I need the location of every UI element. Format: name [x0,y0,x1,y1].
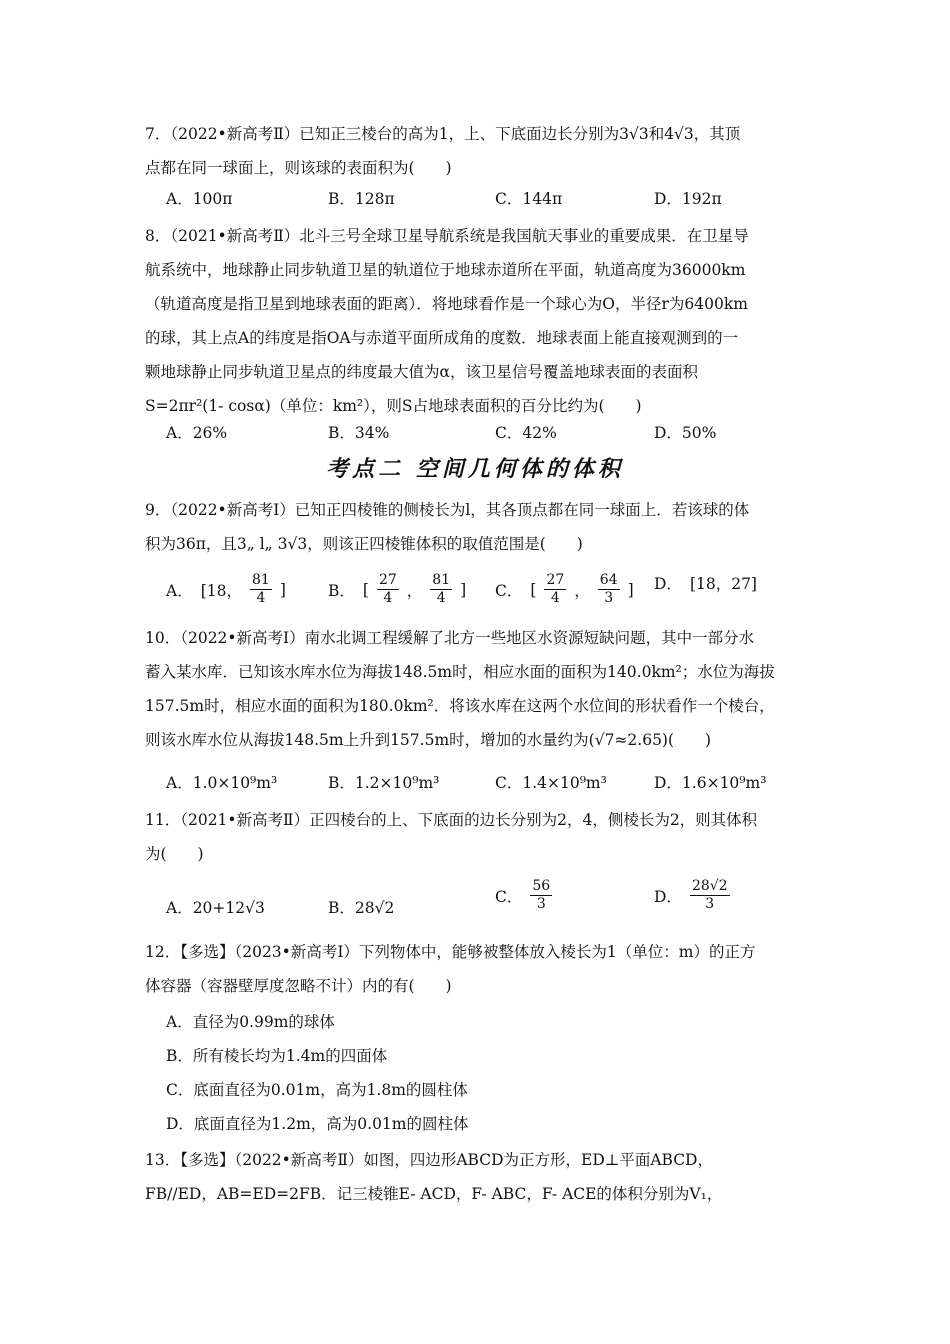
q8-line-1: 8．（2021•新高考Ⅱ）北斗三号全球卫星导航系统是我国航天事业的重要成果．在卫星导 [145,227,749,245]
q7-line-2: 点都在同一球面上，则该球的表面积为( ) [145,159,452,177]
q11-option-c [495,878,552,913]
q8-line-2: 航系统中，地球静止同步轨道卫星的轨道位于地球赤道所在平面，轨道高度为36000km [145,261,746,279]
fraction-denominator: 4 [550,590,560,606]
q9-option-a [166,572,286,607]
fraction-numerator: 81 [251,572,270,588]
q9-option-b-post: ] [460,580,467,599]
fraction-denominator: 3 [604,590,614,606]
fraction-numerator: 27 [546,572,565,588]
q11-option-c-label: C． [495,887,523,906]
q7-option-c: C．144π [495,190,563,208]
q12-line-2: 体容器（容器壁厚度忽略不计）内的有( ) [145,977,452,995]
q12-option-d: D．底面直径为1.2m，高为0.01m的圆柱体 [166,1115,469,1133]
q11-line-2: 为( ) [145,845,204,863]
q11-option-a: A．20+12√3 [166,899,265,917]
q9-option-b [328,572,466,607]
question-8 [145,219,810,423]
fraction-denominator: 4 [383,590,393,606]
q9-option-b-label: B． [328,581,355,600]
q12-line-1: 12．【多选】（2023•新高考Ⅰ）下列物体中，能够被整体放入棱长为1（单位：m）的正方 [145,943,756,961]
q8-option-a: A．26% [166,424,228,442]
q9-option-c-fraction-2 [598,572,620,607]
q8-option-d: D．50% [654,424,717,442]
q10-line-2: 蓄入某水库．已知该水库水位为海拔148.5m时，相应水面的面积为140.0km²；水位为海拔 [145,663,775,681]
q9-option-c-post: ] [627,580,634,599]
q7-line-1: 7．（2022•新高考Ⅱ）已知正三棱台的高为1，上、下底面边长分别为3√3和4√3，其顶 [145,125,741,143]
q8-option-b: B．34% [328,424,390,442]
q11-option-c-fraction [530,878,552,913]
section-title: 考点二 空间几何体的体积 [326,456,624,482]
q9-option-c-label: C． [495,581,523,600]
q10-options [166,771,806,805]
q9-option-a-pre: [18， [200,581,242,600]
q10-option-b: B．1.2×10⁹m³ [328,774,440,792]
q11-option-b: B．28√2 [328,899,395,917]
q7-options [166,187,806,221]
question-12 [145,935,810,1003]
q9-option-d-label: D． [654,575,682,593]
fraction-numerator: 27 [378,572,397,588]
fraction-numerator: 64 [599,572,618,588]
q9-option-a-post: ] [279,580,286,599]
fraction-denominator: 4 [436,590,446,606]
q10-option-d: D．1.6×10⁹m³ [654,774,767,792]
q9-options [166,572,806,616]
q9-option-a-label: A． [166,581,193,600]
q8-line-5: 颗地球静止同步轨道卫星点的纬度最大值为α，该卫星信号覆盖地球表面的表面积 [145,363,698,381]
q11-option-d-fraction [690,878,730,913]
fraction-denominator: 4 [256,590,266,606]
q9-line-2: 积为36π，且3„ l„ 3√3，则该正四棱锥体积的取值范围是( ) [145,535,583,553]
q9-option-b-fraction-1 [377,572,399,607]
q9-option-b-mid: ， [406,581,423,600]
question-7 [145,117,810,185]
q12-options [166,1005,469,1141]
q9-option-c-fraction-1 [544,572,566,607]
q13-line-2: FB//ED，AB=ED=2FB．记三棱锥E- ACD，F- ABC，F- ACE的体积分别为V₁， [145,1185,723,1203]
q10-option-c: C．1.4×10⁹m³ [495,774,607,792]
q9-option-b-pre: [ [362,580,369,599]
q10-option-a: A．1.0×10⁹m³ [166,774,278,792]
fraction-denominator: 3 [705,896,715,912]
question-10 [145,621,810,757]
q9-option-a-fraction [250,572,272,607]
q9-option-c [495,572,634,607]
fraction-denominator: 3 [536,896,546,912]
q7-option-b: B．128π [328,190,395,208]
q10-line-4: 则该水库水位从海拔148.5m上升到157.5m时，增加的水量约为(√7≈2.65)( ) [145,731,712,749]
q10-line-3: 157.5m时，相应水面的面积为180.0km²．将该水库在这两个水位间的形状看作一个棱台， [145,697,775,715]
q9-line-1: 9．（2022•新高考Ⅰ）已知正四棱锥的侧棱长为l，其各顶点都在同一球面上．若该球的体 [145,501,750,519]
q12-option-a: A．直径为0.99m的球体 [166,1013,335,1031]
fraction-numerator: 81 [432,572,451,588]
q9-option-d [654,572,757,594]
q9-option-c-mid: ， [574,581,590,600]
q12-option-b: B．所有棱长均为1.4m的四面体 [166,1047,388,1065]
q11-option-d-label: D． [654,887,682,906]
fraction-numerator: 28√2 [691,878,728,894]
q9-option-b-fraction-2 [430,572,452,607]
q8-line-6: S=2πr²(1- cosα)（单位：km²），则S占地球表面积的百分比约为( ) [145,397,642,415]
q11-line-1: 11．（2021•新高考Ⅱ）正四棱台的上、下底面的边长分别为2，4，侧棱长为2，则其体积 [145,811,758,829]
fraction-numerator: 56 [532,878,551,894]
q11-option-d [654,878,730,913]
q11-options [166,878,806,924]
question-9 [145,493,810,561]
q8-option-c: C．42% [495,424,557,442]
q9-option-c-pre: [ [530,580,537,599]
q12-option-c: C．底面直径为0.01m，高为1.8m的圆柱体 [166,1081,468,1099]
q7-option-a: A．100π [166,190,233,208]
question-11 [145,803,810,871]
question-13 [145,1143,810,1211]
q13-line-1: 13．【多选】（2022•新高考Ⅱ）如图，四边形ABCD为正方形，ED⊥平面ABCD， [145,1151,713,1169]
q8-line-4: 的球，其上点A的纬度是指OA与赤道平面所成角的度数．地球表面上能直接观测到的一 [145,329,739,347]
q8-line-3: （轨道高度是指卫星到地球表面的距离）．将地球看作是一个球心为O，半径r为6400km [145,295,748,313]
q10-line-1: 10．（2022•新高考Ⅰ）南水北调工程缓解了北方一些地区水资源短缺问题，其中一部分水 [145,629,755,647]
q7-option-d: D．192π [654,190,722,208]
q9-option-d-text: [18，27] [689,575,757,593]
q8-options [166,421,806,455]
